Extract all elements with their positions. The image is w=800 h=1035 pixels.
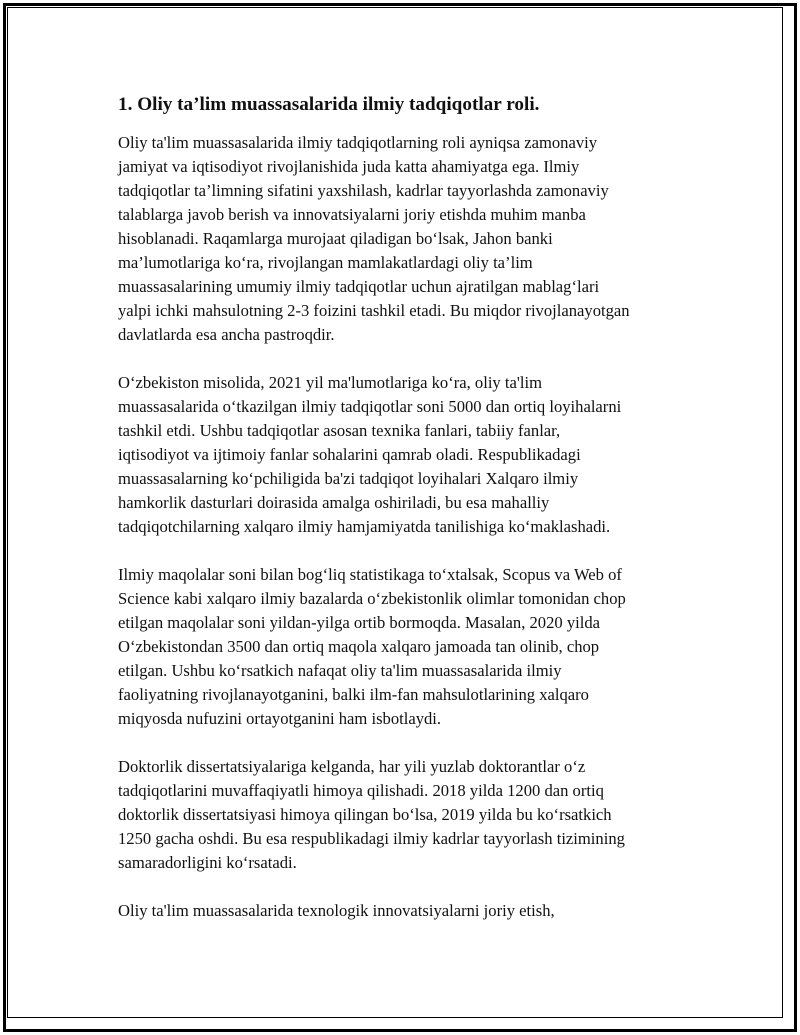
text-line: tadqiqotlar ta’limning sifatini yaxshilash, kadrlar tayyorlashda zamonaviy: [118, 181, 609, 200]
text-line: Science kabi xalqaro ilmiy bazalarda oʻzbekistonlik olimlar tomonidan chop: [118, 589, 626, 608]
text-line: Oʻzbekiston misolida, 2021 yil ma'lumotlariga koʻra, oliy ta'lim: [118, 373, 542, 392]
text-line: tashkil etdi. Ushbu tadqiqotlar asosan texnika fanlari, tabiiy fanlar,: [118, 421, 561, 440]
text-line: Ilmiy maqolalar soni bilan bogʻliq statistikaga toʻxtalsak, Scopus va Web of: [118, 565, 622, 584]
text-line: Oliy ta'lim muassasalarida texnologik innovatsiyalarni joriy etish,: [118, 901, 555, 920]
text-line: hisoblanadi. Raqamlarga murojaat qiladigan boʻlsak, Jahon banki: [118, 229, 553, 248]
text-line: talablarga javob berish va innovatsiyalarni joriy etishda muhim manba: [118, 205, 586, 224]
document-page: [118, 92, 693, 947]
text-line: muassasalarning koʻpchiligida ba'zi tadqiqot loyihalari Xalqaro ilmiy: [118, 469, 579, 488]
text-line: faoliyatning rivojlanayotganini, balki ilm-fan mahsulotlarining xalqaro: [118, 685, 589, 704]
text-line: iqtisodiyot va ijtimoiy fanlar sohalarini qamrab oladi. Respublikadagi: [118, 445, 581, 464]
text-line: samaradorligini koʻrsatadi.: [118, 853, 297, 872]
document-body: [118, 131, 693, 923]
text-line: doktorlik dissertatsiyasi himoya qilingan boʻlsa, 2019 yilda bu koʻrsatkich: [118, 805, 612, 824]
paragraph: [118, 131, 693, 347]
text-line: Oliy ta'lim muassasalarida ilmiy tadqiqotlarning roli ayniqsa zamonaviy: [118, 133, 598, 152]
text-line: tadqiqotchilarning xalqaro ilmiy hamjamiyatda tanilishiga koʻmaklashadi.: [118, 517, 611, 536]
text-line: 1250 gacha oshdi. Bu esa respublikadagi ilmiy kadrlar tayyorlash tizimining: [118, 829, 625, 848]
text-line: Oʻzbekistondan 3500 dan ortiq maqola xalqaro jamoada tan olinib, chop: [118, 637, 600, 656]
paragraph: [118, 563, 693, 731]
text-line: miqyosda nufuzini ortayotganini ham isbotlaydi.: [118, 709, 442, 728]
paragraph: [118, 371, 693, 539]
text-line: hamkorlik dasturlari doirasida amalga oshiriladi, bu esa mahalliy: [118, 493, 550, 512]
text-line: muassasalarining umumiy ilmiy tadqiqotlar uchun ajratilgan mablagʻlari: [118, 277, 600, 296]
text-line: tadqiqotlarini muvaffaqiyatli himoya qilishadi. 2018 yilda 1200 dan ortiq: [118, 781, 604, 800]
text-line: ma’lumotlariga koʻra, rivojlangan mamlakatlardagi oliy ta’lim: [118, 253, 533, 272]
paragraph: [118, 899, 693, 923]
paragraph: [118, 755, 693, 875]
text-line: davlatlarda esa ancha pastroqdir.: [118, 325, 335, 344]
text-line: yalpi ichki mahsulotning 2-3 foizini tashkil etadi. Bu miqdor rivojlanayotgan: [118, 301, 630, 320]
text-line: Doktorlik dissertatsiyalariga kelganda, har yili yuzlab doktorantlar oʻz: [118, 757, 586, 776]
text-line: muassasalarida oʻtkazilgan ilmiy tadqiqotlar soni 5000 dan ortiq loyihalarni: [118, 397, 622, 416]
text-line: etilgan. Ushbu koʻrsatkich nafaqat oliy ta'lim muassasalarida ilmiy: [118, 661, 562, 680]
text-line: jamiyat va iqtisodiyot rivojlanishida juda katta ahamiyatga ega. Ilmiy: [118, 157, 580, 176]
section-heading: 1. Oliy ta’lim muassasalarida ilmiy tadqiqotlar roli.: [118, 94, 540, 115]
text-line: etilgan maqolalar soni yildan-yilga ortib bormoqda. Masalan, 2020 yilda: [118, 613, 601, 632]
